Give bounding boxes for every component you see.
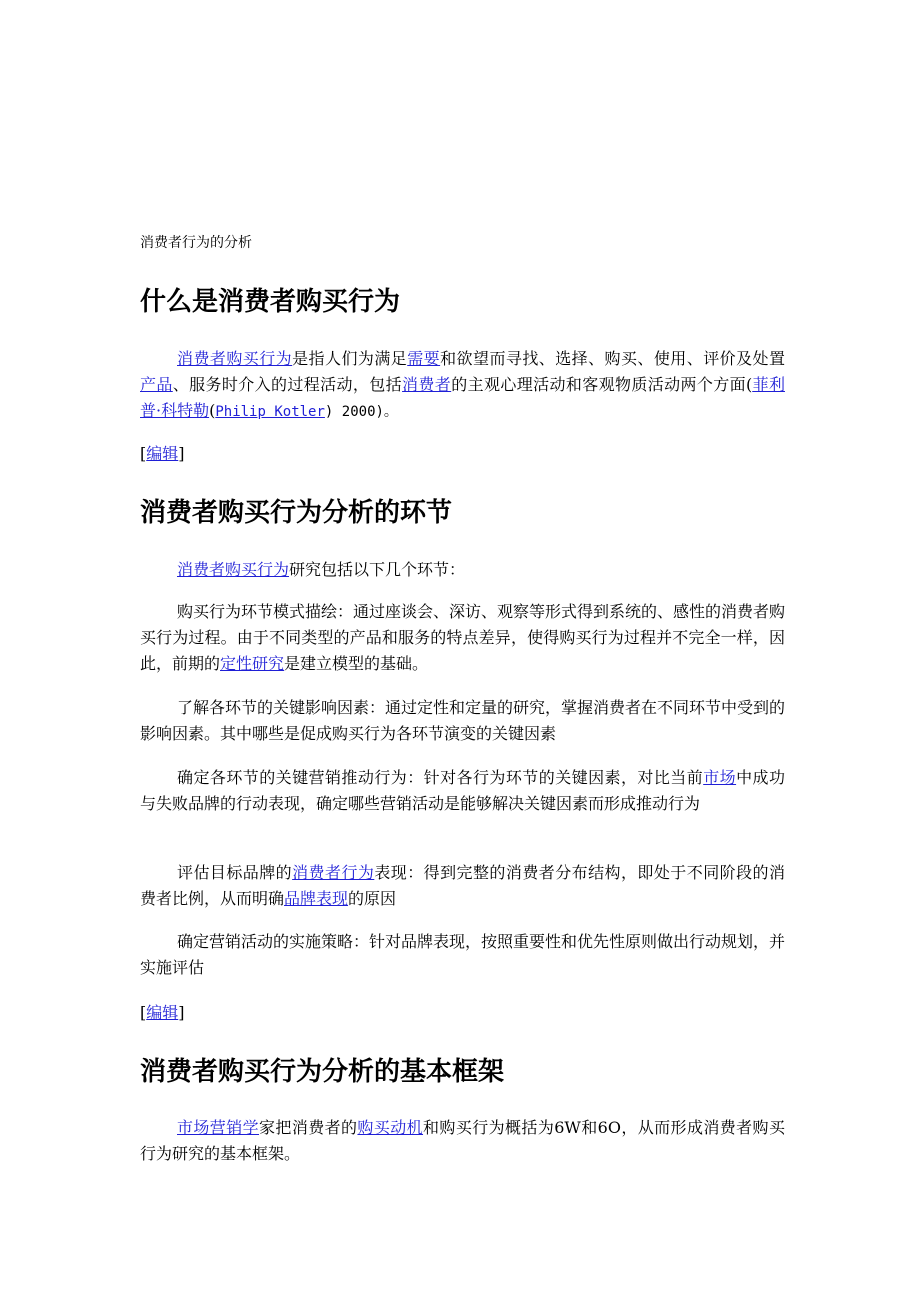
text: 的原因 (348, 889, 397, 908)
text: 评估目标品牌的 (177, 863, 293, 882)
section2-paragraph-key-factors (140, 695, 785, 747)
text: 家把消费者的 (259, 1118, 358, 1137)
text: 中成功与失败品牌的行动表现，确定哪些营销活动是能够解决关键因素而形成推动行为 (140, 768, 785, 813)
text: 确定各环节的关键营销推动行为：针对各行为环节的关键因素，对比当前 (177, 768, 704, 787)
link-product[interactable]: 产品 (140, 375, 173, 394)
section-heading-basic-framework: 消费者购买行为分析的基本框架 (140, 1057, 505, 1087)
section3-paragraph (140, 1115, 785, 1167)
section2-paragraph-stage-model (140, 599, 785, 677)
text: 是建立模型的基础。 (284, 654, 429, 673)
bracket-open: [ (140, 444, 147, 463)
link-consumer[interactable]: 消费者 (402, 375, 452, 394)
text: 是指人们为满足 (292, 349, 408, 368)
section2-paragraph-intro (140, 557, 785, 583)
edit-section-link (140, 1000, 185, 1026)
link-consumer-buying-behavior[interactable]: 消费者购买行为 (177, 349, 293, 368)
text: 的主观心理活动和客观物质活动两个方面( (451, 375, 753, 394)
text: 了解各环节的关键影响因素：通过定性和定量的研究，掌握消费者在不同环节中受到的影响因素。其中哪些是促成购买行为各环节演变的关键因素 (140, 698, 786, 743)
section2-paragraph-strategy (140, 929, 785, 981)
bracket-open: [ (140, 1003, 147, 1022)
edit-link[interactable]: 编辑 (146, 444, 179, 463)
link-philip-kotler[interactable]: Philip Kotler (215, 404, 325, 420)
text: 确定营销活动的实施策略：针对品牌表现，按照重要性和优先性原则做出行动规划，并实施评估 (140, 932, 786, 977)
document-title: 消费者行为的分析 (140, 235, 252, 251)
link-marketing-science[interactable]: 市场营销学 (177, 1118, 260, 1137)
link-purchase-motivation[interactable]: 购买动机 (357, 1118, 424, 1137)
text: 表现：得到完整的消费者分布结构，即处于不同阶段的消费者比例，从而明确 (140, 863, 785, 908)
link-need[interactable]: 需要 (407, 349, 441, 368)
edit-section-link (140, 441, 185, 467)
bracket-close: ] (178, 444, 185, 463)
text: 研究包括以下几个环节： (289, 560, 466, 579)
text: 、服务时介入的过程活动，包括 (172, 375, 403, 394)
text: 和欲望而寻找、选择、购买、使用、评价及处置 (440, 349, 785, 368)
link-market[interactable]: 市场 (703, 768, 737, 787)
section2-paragraph-marketing-drivers (140, 765, 785, 817)
text: 购买行为环节模式描绘：通过座谈会、深访、观察等形式得到系统的、感性的消费者购买行为过程。由于不同类型的产品和服务的特点差异，使得购买行为过程并不完全一样，因此，前期的 (140, 602, 786, 673)
text: ) 2000)。 (324, 404, 398, 420)
link-consumer-behavior[interactable]: 消费者行为 (292, 863, 375, 882)
link-brand-performance[interactable]: 品牌表现 (284, 889, 349, 908)
section-heading-what-is-consumer-buying-behavior: 什么是消费者购买行为 (140, 287, 401, 317)
text: 和购买行为概括为6W和6O，从而形成消费者购买行为研究的基本框架。 (140, 1118, 785, 1163)
bracket-close: ] (178, 1003, 185, 1022)
link-philip-kotler-cn[interactable]: 菲利普·科特勒 (140, 375, 785, 420)
link-consumer-buying-behavior[interactable]: 消费者购买行为 (177, 560, 290, 579)
section1-paragraph (140, 346, 785, 425)
section-heading-analysis-stages: 消费者购买行为分析的环节 (140, 498, 453, 528)
edit-link[interactable]: 编辑 (146, 1003, 179, 1022)
section2-paragraph-brand-evaluation (140, 860, 785, 912)
text: ( (209, 401, 216, 420)
link-qualitative-research[interactable]: 定性研究 (220, 654, 285, 673)
